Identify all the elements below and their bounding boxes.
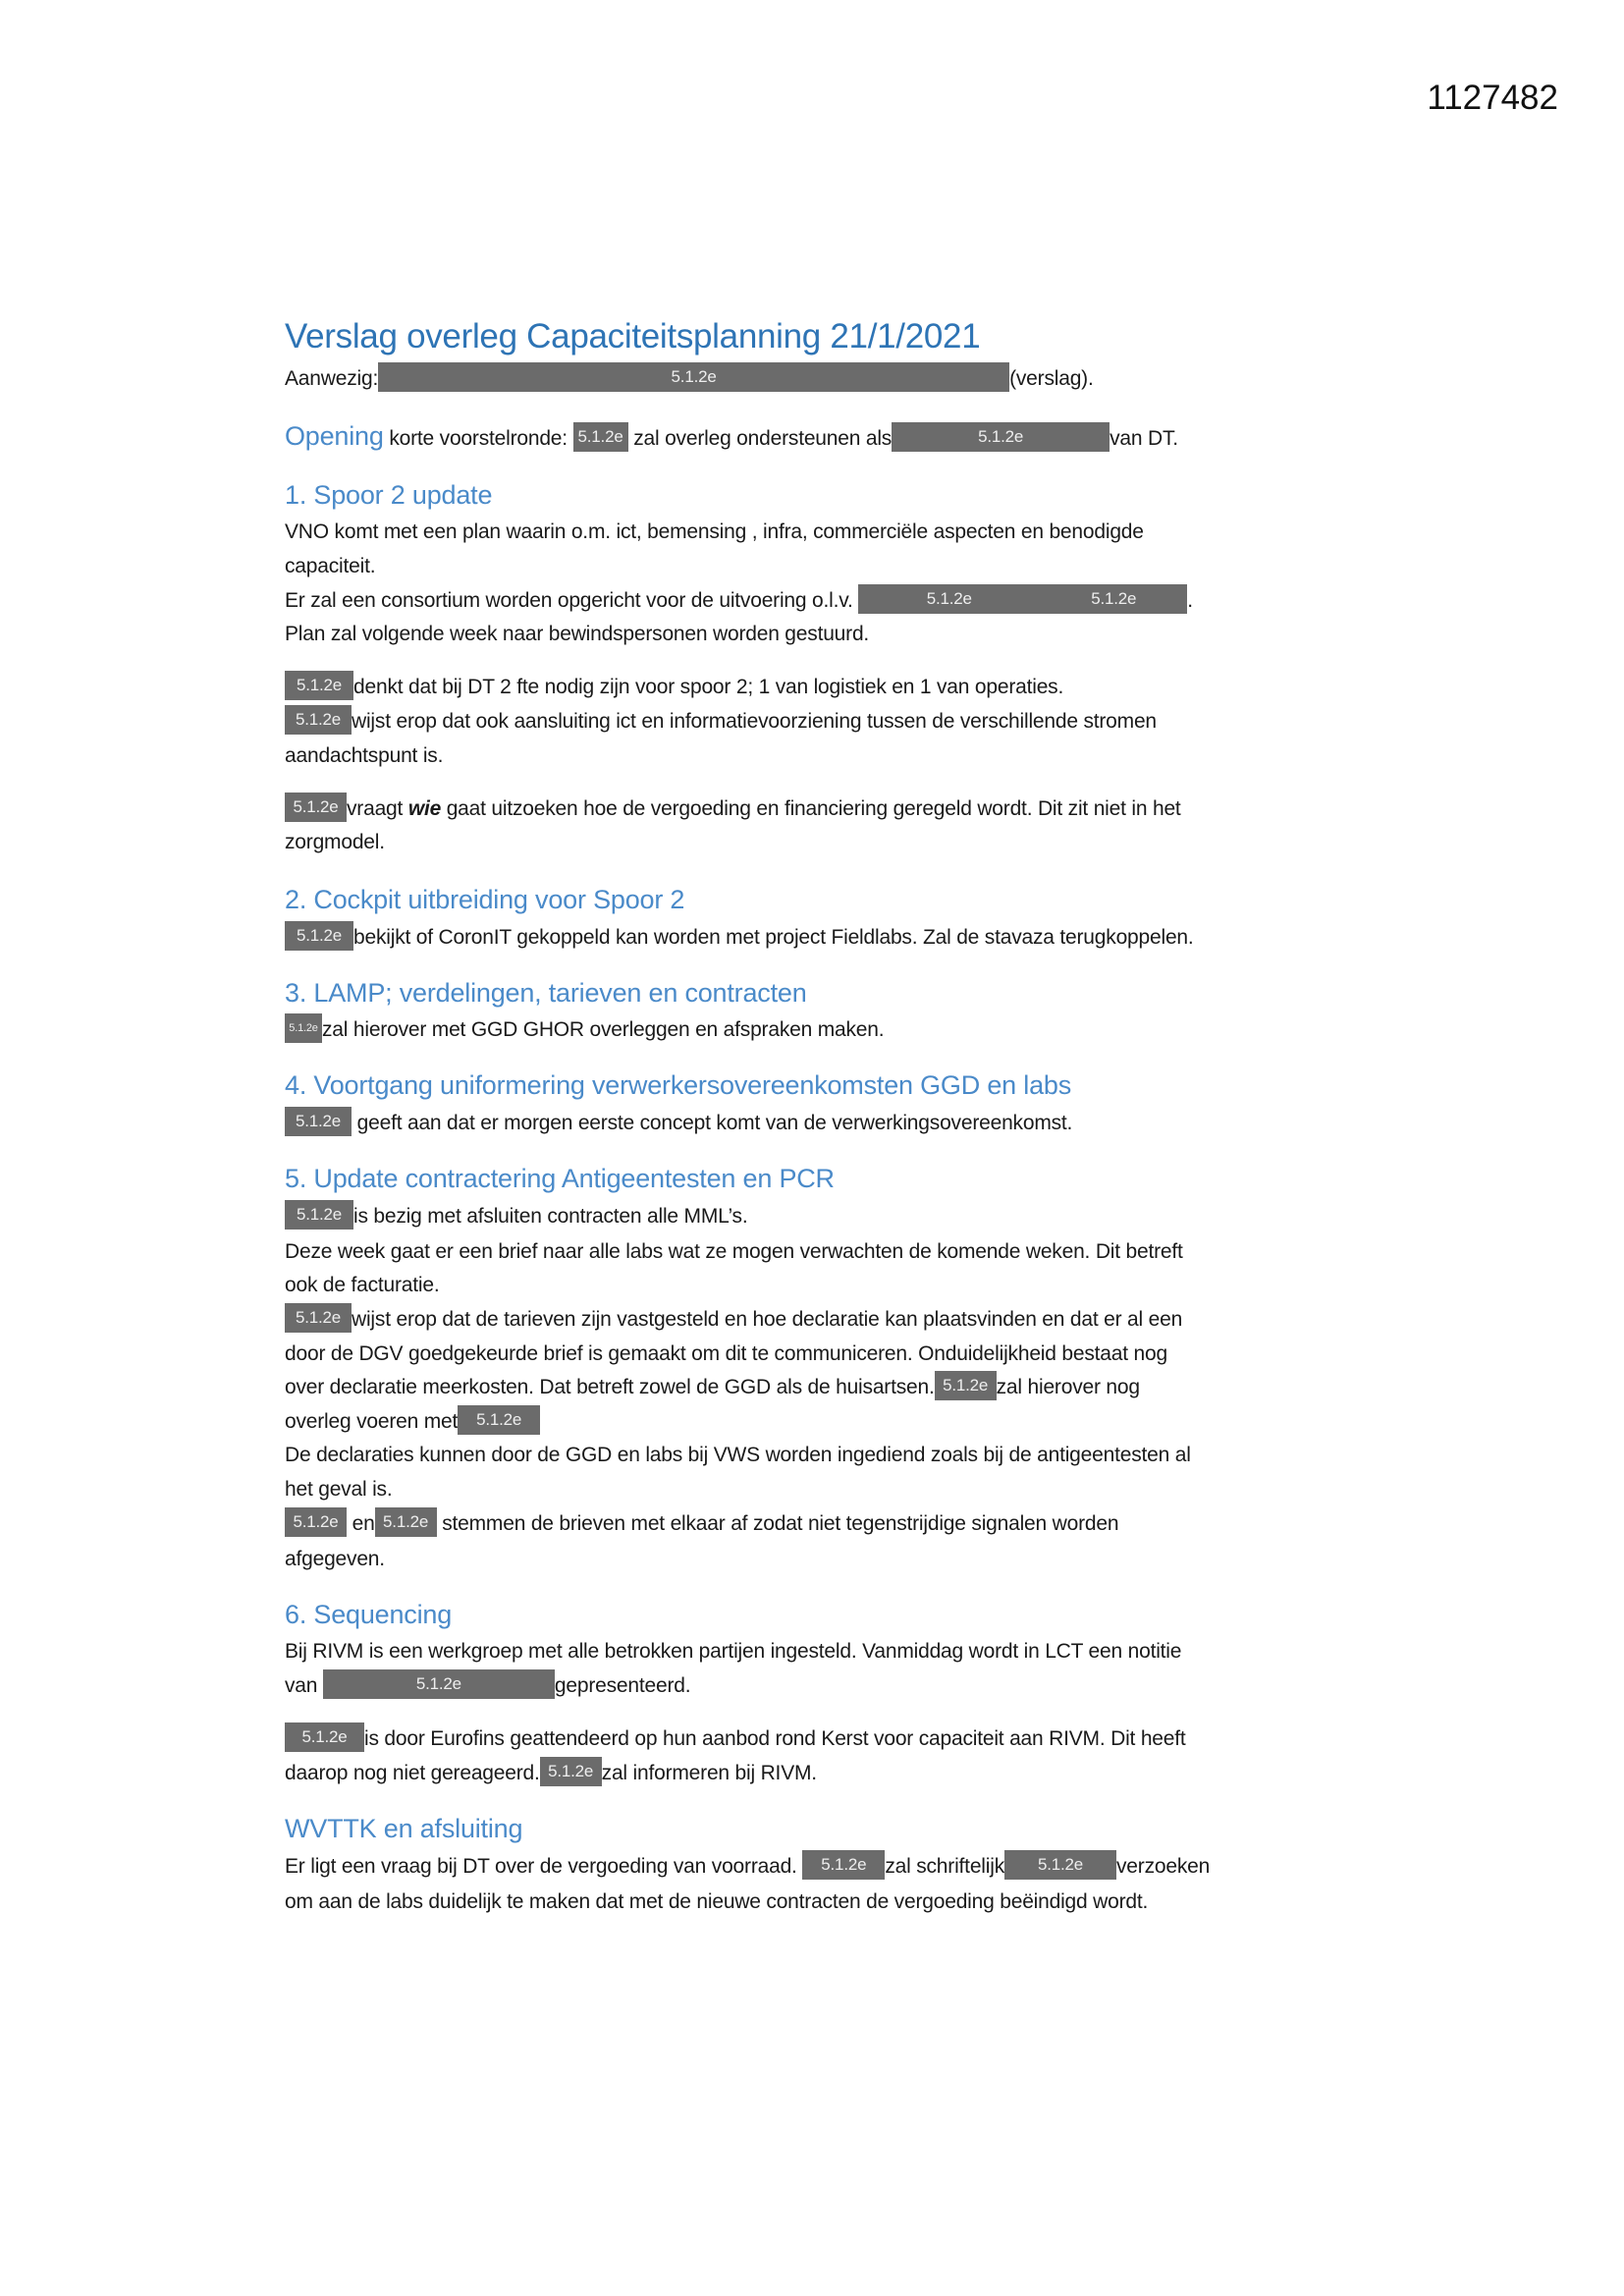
paragraph-line <box>285 1370 1140 1404</box>
text-run: Er zal een consortium worden opgericht voor de uitvoering o.l.v. <box>285 589 859 612</box>
text-run: van DT. <box>1110 427 1178 450</box>
text-run: daarop nog niet gereageerd. <box>285 1762 540 1784</box>
section-heading: 6. Sequencing <box>285 1600 453 1629</box>
paragraph-line <box>285 1634 1181 1668</box>
paragraph-line <box>285 1668 690 1703</box>
text-run: ook de facturatie. <box>285 1274 440 1296</box>
text-run: geeft aan dat er morgen eerste concept komt van de verwerkingsovereenkomst. <box>352 1112 1073 1134</box>
section-heading: 1. Spoor 2 update <box>285 480 493 510</box>
paragraph-line <box>285 1012 884 1047</box>
paragraph-line <box>285 825 385 859</box>
redaction-box: 5.1.2e <box>375 1507 437 1537</box>
text-run: vraagt <box>347 797 408 820</box>
redaction-box: 5.1.2e <box>1004 1850 1116 1880</box>
document-title: Verslag overleg Capaciteitsplanning 21/1/2021 <box>285 317 981 355</box>
section-heading: 2. Cockpit uitbreiding voor Spoor 2 <box>285 885 685 914</box>
redaction-box: 5.1.2e <box>1040 584 1187 614</box>
paragraph-line <box>285 583 1193 618</box>
redaction-box: 5.1.2e <box>285 1200 353 1230</box>
paragraph-line <box>285 1234 1183 1269</box>
redaction-box: 5.1.2e <box>935 1371 997 1400</box>
paragraph-line <box>285 1472 392 1506</box>
redaction-box: 5.1.2e <box>285 921 353 951</box>
text-run: zal hierover nog <box>996 1376 1140 1398</box>
redaction-box: 5.1.2e <box>858 584 1040 614</box>
redaction-box: 5.1.2e <box>285 1507 347 1537</box>
paragraph-line <box>285 920 1194 955</box>
redaction-box: 5.1.2e <box>458 1405 540 1435</box>
text-run: over declaratie meerkosten. Dat betreft zowel de GGD als de huisartsen. <box>285 1376 935 1398</box>
text-run: Bij RIVM is een werkgroep met alle betrokken partijen ingesteld. Vanmiddag wordt in LCT een notitie <box>285 1640 1182 1663</box>
redaction-box: 5.1.2e <box>802 1850 885 1880</box>
text-run: door de DGV goedgekeurde brief is gemaakt om dit te communiceren. Onduidelijkheid bestaat nog <box>285 1342 1167 1365</box>
text-run: het geval is. <box>285 1478 393 1501</box>
text-run: Er ligt een vraag bij DT over de vergoeding van voorraad. <box>285 1855 803 1878</box>
redaction-box: 5.1.2e <box>285 671 353 700</box>
paragraph-line <box>285 1337 1167 1371</box>
text-run: gepresenteerd. <box>554 1674 691 1697</box>
redaction-box: 5.1.2e <box>573 422 628 452</box>
text-run: en <box>347 1512 375 1535</box>
redaction-box: 5.1.2e <box>540 1757 602 1786</box>
text-run: . <box>1187 589 1193 612</box>
text-run: stemmen de brieven met elkaar af zodat niet tegenstrijdige signalen worden <box>436 1512 1119 1535</box>
paragraph-line <box>285 1199 747 1233</box>
redaction-box: 5.1.2e <box>892 422 1110 452</box>
paragraph-line <box>285 1885 1148 1919</box>
paragraph-line <box>285 361 1094 396</box>
text-run: zal schriftelijk <box>885 1855 1004 1878</box>
text-run: denkt dat bij DT 2 fte nodig zijn voor spoor 2; 1 van logistiek en 1 van operaties. <box>353 676 1064 698</box>
text-run: capaciteit. <box>285 555 376 577</box>
text-run: zal informeren bij RIVM. <box>601 1762 817 1784</box>
document-number: 1127482 <box>1427 79 1558 117</box>
paragraph-line <box>285 1302 1182 1337</box>
text-run: aandachtspunt is. <box>285 744 444 767</box>
text-run: bekijkt of CoronIT gekoppeld kan worden met project Fieldlabs. Zal de stavaza terugkoppelen. <box>353 926 1194 949</box>
paragraph-line <box>285 1542 385 1576</box>
paragraph-line <box>285 1404 540 1439</box>
text-run: is door Eurofins geattendeerd op hun aanbod rond Kerst voor capaciteit aan RIVM. Dit heeft <box>364 1727 1186 1750</box>
text-run: om aan de labs duidelijk te maken dat met de nieuwe contracten de vergoeding beëindigd wordt. <box>285 1890 1149 1913</box>
paragraph-line <box>285 1438 1191 1472</box>
paragraph-line <box>285 704 1157 738</box>
paragraph-line <box>285 419 1178 454</box>
paragraph-line <box>285 1849 1210 1884</box>
redaction-box: 5.1.2e <box>285 1013 322 1043</box>
text-run: Deze week gaat er een brief naar alle labs wat ze mogen verwachten de komende weken. Dit betreft <box>285 1240 1183 1263</box>
paragraph-line <box>285 1506 1118 1541</box>
redaction-box: 5.1.2e <box>323 1669 555 1699</box>
paragraph-line <box>285 1722 1186 1756</box>
text-run: overleg voeren met <box>285 1410 459 1433</box>
text-run: afgegeven. <box>285 1548 385 1570</box>
paragraph-line <box>285 1268 440 1302</box>
redaction-box: 5.1.2e <box>285 1722 364 1752</box>
paragraph-line <box>285 670 1063 704</box>
text-run: is bezig met afsluiten contracten alle MML’s. <box>353 1205 748 1228</box>
text-run: wijst erop dat de tarieven zijn vastgesteld en hoe declaratie kan plaatsvinden en dat er al een <box>352 1308 1183 1331</box>
paragraph-line <box>285 738 443 773</box>
text-run: wijst erop dat ook aansluiting ict en informatievoorziening tussen de verschillende stromen <box>352 710 1157 733</box>
text-run: (verslag). <box>1009 367 1094 390</box>
text-run: verzoeken <box>1116 1855 1211 1878</box>
paragraph-line <box>285 515 1144 549</box>
emphasis-text: wie <box>407 797 442 820</box>
text-run: De declaraties kunnen door de GGD en labs bij VWS worden ingediend zoals bij de antigeentesten al <box>285 1444 1191 1466</box>
paragraph-line <box>285 1756 817 1790</box>
redaction-box: 5.1.2e <box>285 1107 352 1136</box>
text-run: van <box>285 1674 323 1697</box>
paragraph-line <box>285 792 1181 826</box>
redaction-box: 5.1.2e <box>285 793 347 822</box>
text-run: korte voorstelronde: <box>383 427 573 450</box>
redaction-box: 5.1.2e <box>285 1303 352 1333</box>
redaction-box: 5.1.2e <box>285 705 352 735</box>
text-run: Aanwezig: <box>285 367 379 390</box>
text-run: zal hierover met GGD GHOR overleggen en afspraken maken. <box>322 1018 885 1041</box>
paragraph-line <box>285 1106 1072 1140</box>
paragraph-line <box>285 549 375 583</box>
section-heading: 4. Voortgang uniformering verwerkersovereenkomsten GGD en labs <box>285 1070 1072 1100</box>
redaction-box: 5.1.2e <box>378 362 1009 392</box>
text-run: zorgmodel. <box>285 831 385 853</box>
text-run: Plan zal volgende week naar bewindspersonen worden gestuurd. <box>285 623 870 645</box>
text-run: gaat uitzoeken hoe de vergoeding en financiering geregeld wordt. Dit zit niet in het <box>441 797 1181 820</box>
section-heading: 5. Update contractering Antigeentesten en PCR <box>285 1164 835 1193</box>
section-heading: WVTTK en afsluiting <box>285 1814 523 1843</box>
inline-heading: Opening <box>285 421 384 451</box>
text-run: VNO komt met een plan waarin o.m. ict, bemensing , infra, commerciële aspecten en benodigde <box>285 520 1144 543</box>
section-heading: 3. LAMP; verdelingen, tarieven en contracten <box>285 978 807 1008</box>
paragraph-line <box>285 617 869 651</box>
text-run: zal overleg ondersteunen als <box>627 427 893 450</box>
